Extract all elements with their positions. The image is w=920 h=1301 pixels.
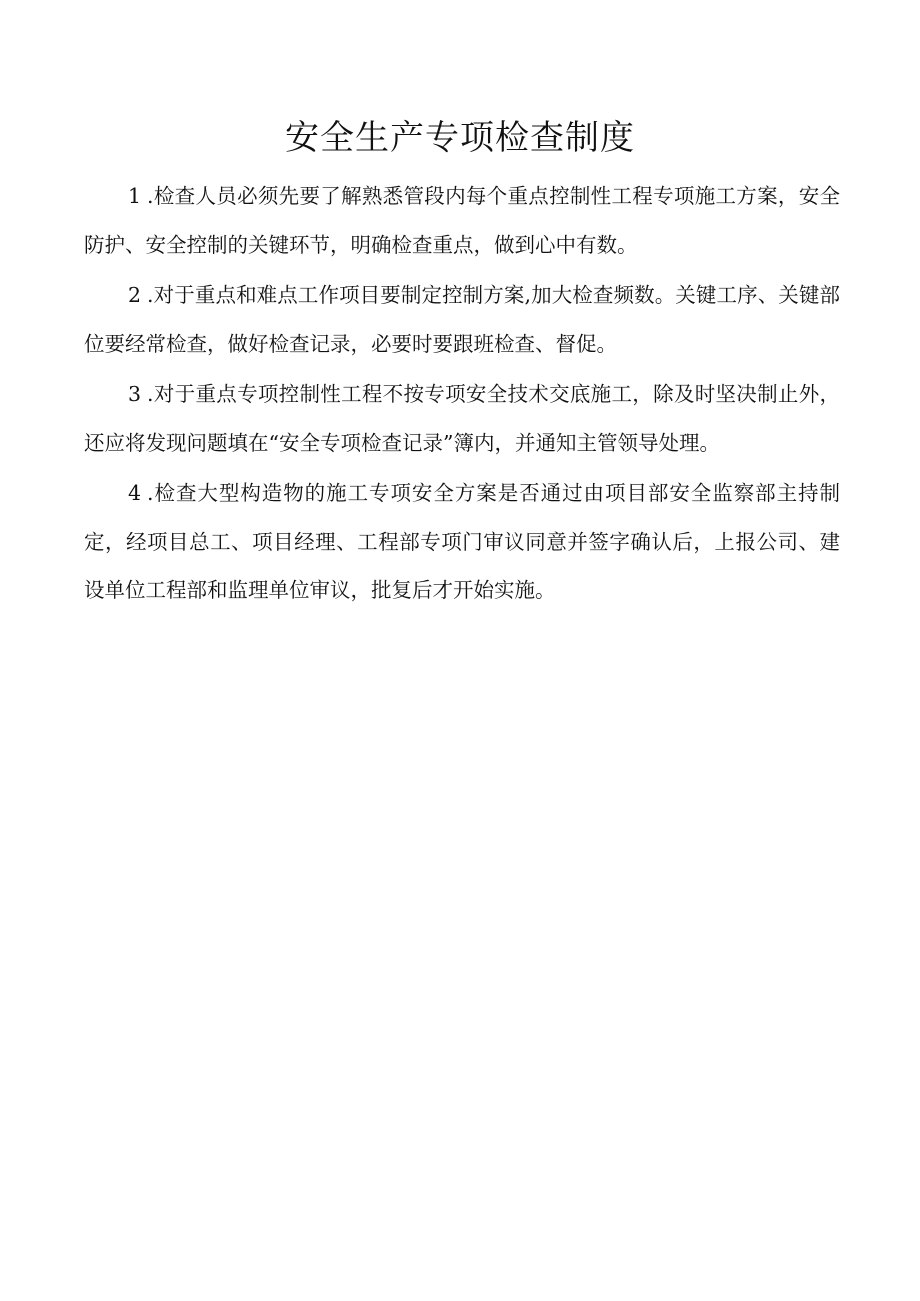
paragraph-number: 2 [128, 283, 142, 307]
paragraph-text: .对于重点专项控制性工程不按专项安全技术交底施工，除及时坚决制止外，还应将发现问题填在“安全专项检查记录”簿内，并通知主管领导处理。 [84, 382, 840, 455]
paragraph-number: 3 [128, 382, 142, 406]
paragraph-4 [84, 469, 840, 615]
paragraph-text: .检查大型构造物的施工专项安全方案是否通过由项目部安全监察部主持制定，经项目总工、项目经理、工程部专项门审议同意并签字确认后，上报公司、建设单位工程部和监理单位审议，批复后才开始实施。 [84, 481, 840, 602]
paragraph-3 [84, 370, 840, 467]
document-body [84, 172, 840, 617]
paragraph-text: .对于重点和难点工作项目要制定控制方案,加大检查频数。关键工序、关键部位要经常检查，做好检查记录，必要时要跟班检查、督促。 [84, 283, 840, 356]
paragraph-text: .检查人员必须先要了解熟悉管段内每个重点控制性工程专项施工方案，安全防护、安全控制的关键环节，明确检查重点，做到心中有数。 [84, 184, 840, 257]
paragraph-number: 4 [128, 481, 142, 505]
paragraph-number: 1 [128, 184, 142, 208]
paragraph-1 [84, 172, 840, 269]
document-title: 安全生产专项检查制度 [285, 118, 635, 158]
paragraph-2 [84, 271, 840, 368]
